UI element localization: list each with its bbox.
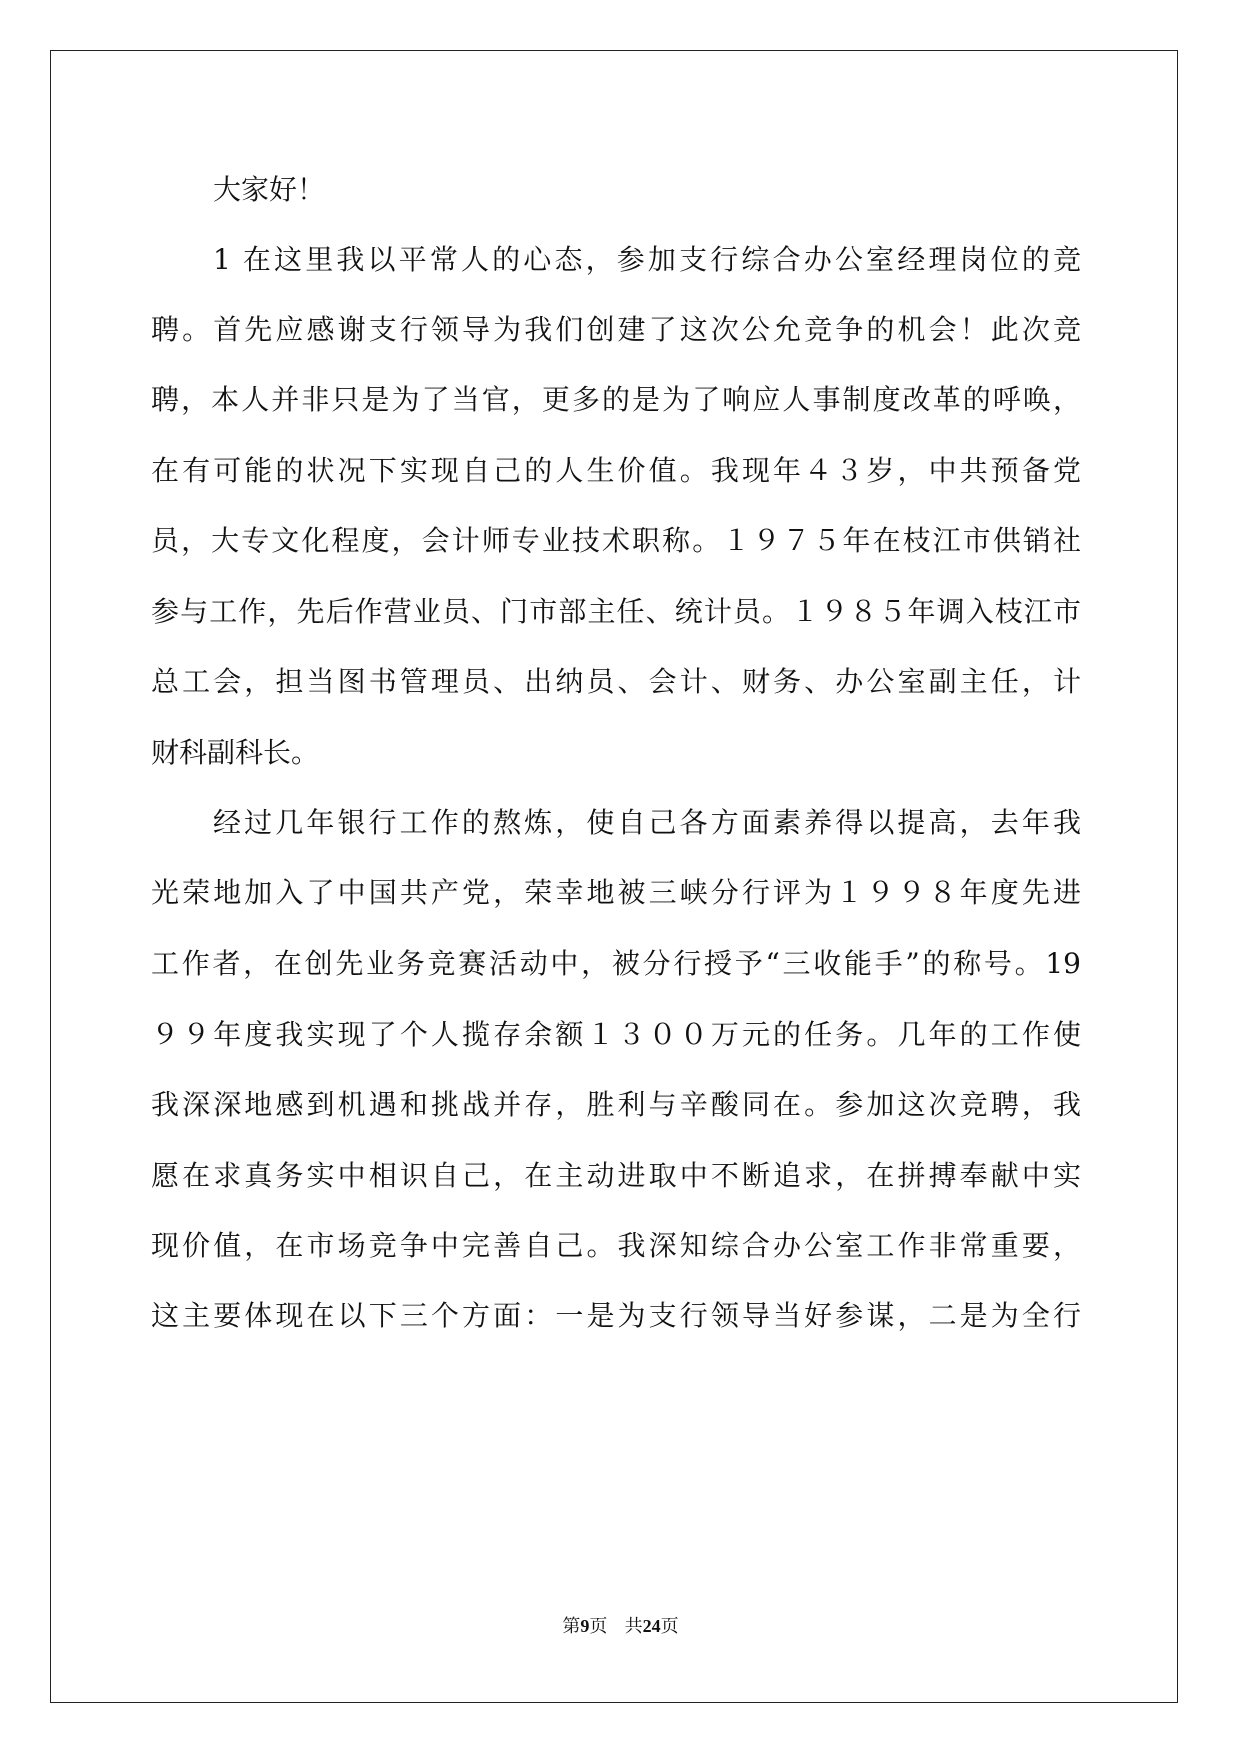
paragraph-line: 工作者，在创先业务竞赛活动中，被分行授予“三收能手”的称号。19	[151, 947, 1081, 980]
paragraph-line: 经过几年银行工作的熬炼，使自己各方面素养得以提高，去年我	[213, 806, 1081, 839]
paragraph-line: 现价值，在市场竞争中完善自己。我深知综合办公室工作非常重要，	[151, 1229, 1081, 1262]
paragraph-line: 财科副科长。	[151, 736, 320, 769]
paragraph-line: 1 在这里我以平常人的心态，参加支行综合办公室经理岗位的竞	[213, 243, 1081, 276]
paragraph-line: 愿在求真务实中相识自己，在主动进取中不断追求，在拼搏奉献中实	[151, 1159, 1081, 1192]
page-prefix: 第	[562, 1616, 581, 1637]
paragraph-line: 聘，本人并非只是为了当官，更多的是为了响应人事制度改革的呼唤，	[151, 383, 1081, 416]
total-suffix: 页	[660, 1616, 679, 1637]
page-number: 9	[580, 1616, 590, 1636]
paragraph-line: 我深深地感到机遇和挑战并存，胜利与辛酸同在。参加这次竞聘，我	[151, 1088, 1081, 1121]
greeting: 大家好！	[213, 173, 326, 206]
paragraph-line: 光荣地加入了中国共产党，荣幸地被三峡分行评为１９９８年度先进	[151, 876, 1081, 909]
paragraph-line: 在有可能的状况下实现自己的人生价值。我现年４３岁，中共预备党	[151, 454, 1081, 487]
paragraph-line: ９９年度我实现了个人揽存余额１３００万元的任务。几年的工作使	[151, 1018, 1081, 1051]
total-pages: 24	[642, 1616, 661, 1636]
page-suffix: 页	[589, 1616, 608, 1637]
total-prefix: 共	[624, 1616, 643, 1637]
paragraph-line: 参与工作，先后作营业员、门市部主任、统计员。１９８５年调入枝江市	[151, 595, 1081, 628]
paragraph-line: 总工会，担当图书管理员、出纳员、会计、财务、办公室副主任，计	[151, 665, 1081, 698]
page-footer	[0, 1612, 1241, 1638]
paragraph-line: 聘。首先应感谢支行领导为我们创建了这次公允竞争的机会！此次竞	[151, 313, 1081, 346]
paragraph-line: 员，大专文化程度，会计师专业技术职称。１９７５年在枝江市供销社	[151, 524, 1081, 557]
paragraph-line: 这主要体现在以下三个方面：一是为支行领导当好参谋，二是为全行	[151, 1299, 1081, 1332]
